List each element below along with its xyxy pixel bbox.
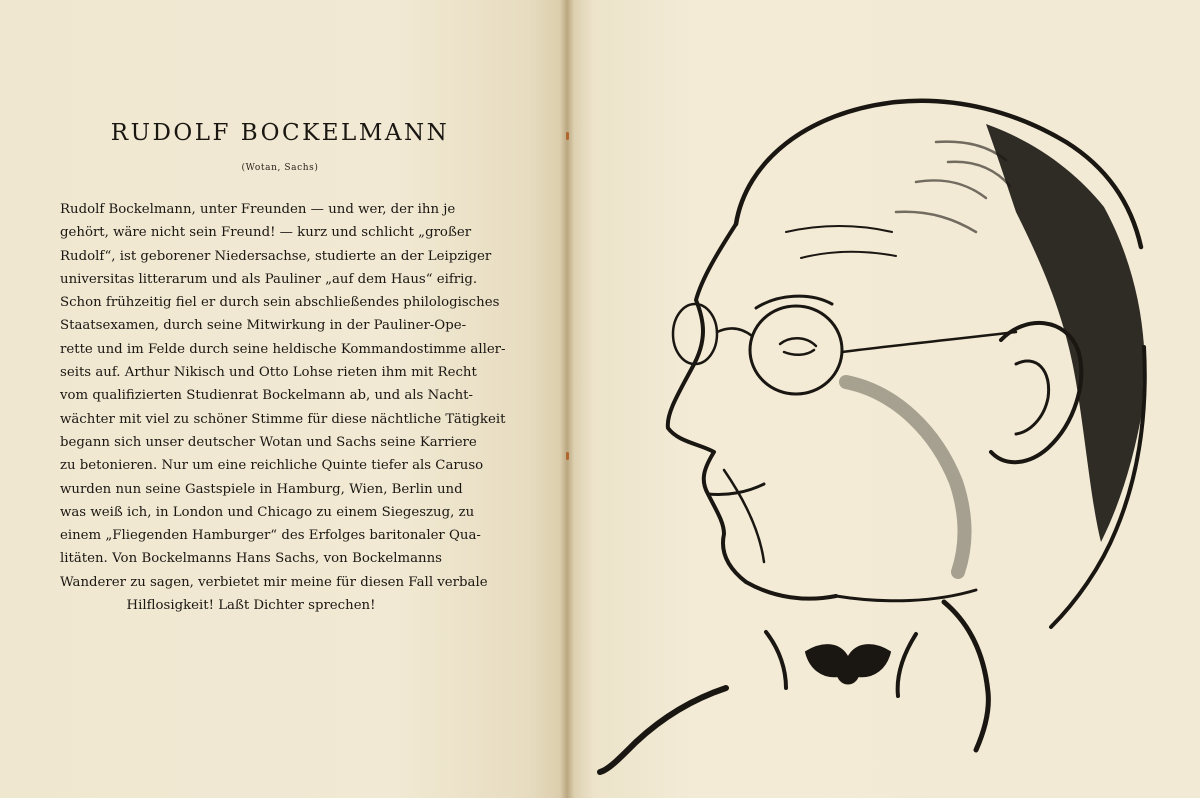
body-text [60, 198, 506, 617]
page-subtitle: (Wotan, Sachs) [241, 163, 319, 173]
book-gutter [560, 0, 574, 798]
text-line: was weiß ich, in London und Chicago zu einem Siegeszug, zu [60, 504, 475, 520]
jaw-line [836, 590, 976, 601]
text-line: universitas litterarum und als Pauliner „auf dem Haus“ eifrig. [60, 271, 478, 287]
text-line: Rudolf“, ist geborener Niedersachse, studierte an der Leipziger [60, 248, 492, 264]
text-line: vom qualifizierten Studienrat Bockelmann ab, und als Nacht- [60, 388, 473, 404]
page-title: RUDOLF BOCKELMANN [110, 120, 450, 146]
binding-stitch [566, 132, 569, 140]
text-line: gehört, wäre nicht sein Freund! — kurz und schlicht „großer [60, 225, 472, 241]
ear-inner [1016, 361, 1049, 434]
text-line: litäten. Von Bockelmanns Hans Sachs, von Bockelmanns [60, 551, 442, 567]
text-line: Staatsexamen, durch seine Mitwirkung in der Pauliner-Ope- [60, 318, 467, 334]
spectacle-lens-right [750, 306, 842, 394]
text-line: rette und im Felde durch seine heldische Kommandostimme aller- [60, 341, 506, 357]
face-profile [668, 224, 836, 599]
text-line: zu betonieren. Nur um eine reichliche Quinte tiefer als Caruso [60, 458, 484, 474]
text-line: wurden nun seine Gastspiele in Hamburg, Wien, Berlin und [60, 481, 463, 497]
text-line: Wanderer zu sagen, verbietet mir meine für diesen Fall verbale [60, 574, 488, 590]
text-line: begann sich unser deutscher Wotan und Sachs seine Karriere [60, 434, 477, 450]
bow-tie [806, 645, 890, 683]
spectacle-bridge [717, 329, 752, 336]
text-line: Schon frühzeitig fiel er durch sein abschließendes philologisches [60, 295, 500, 311]
forehead-lines [786, 226, 896, 258]
text-line: wächter mit viel zu schöner Stimme für diese nächtliche Tätigkeit [60, 411, 506, 427]
portrait-illustration [596, 82, 1196, 782]
left-page [0, 0, 568, 798]
text-line: Hilflosigkeit! Laßt Dichter sprechen! [126, 598, 376, 614]
spectacle-lens-left [673, 304, 717, 364]
text-line: einem „Fliegenden Hamburger“ des Erfolges baritonaler Qua- [60, 528, 481, 544]
smile-line [724, 470, 764, 562]
coat-line [600, 688, 726, 772]
cheek-shading [846, 382, 965, 572]
eye [780, 338, 816, 355]
text-line: Rudolf Bockelmann, unter Freunden — und wer, der ihn je [60, 202, 456, 217]
spectacle-temple [842, 332, 1016, 352]
coat-line [944, 602, 988, 750]
scalp-hatching [896, 142, 1010, 232]
ear [991, 323, 1081, 462]
binding-stitch [566, 452, 569, 460]
text-line: seits auf. Arthur Nikisch und Otto Lohse rieten ihm mit Recht [60, 365, 477, 381]
